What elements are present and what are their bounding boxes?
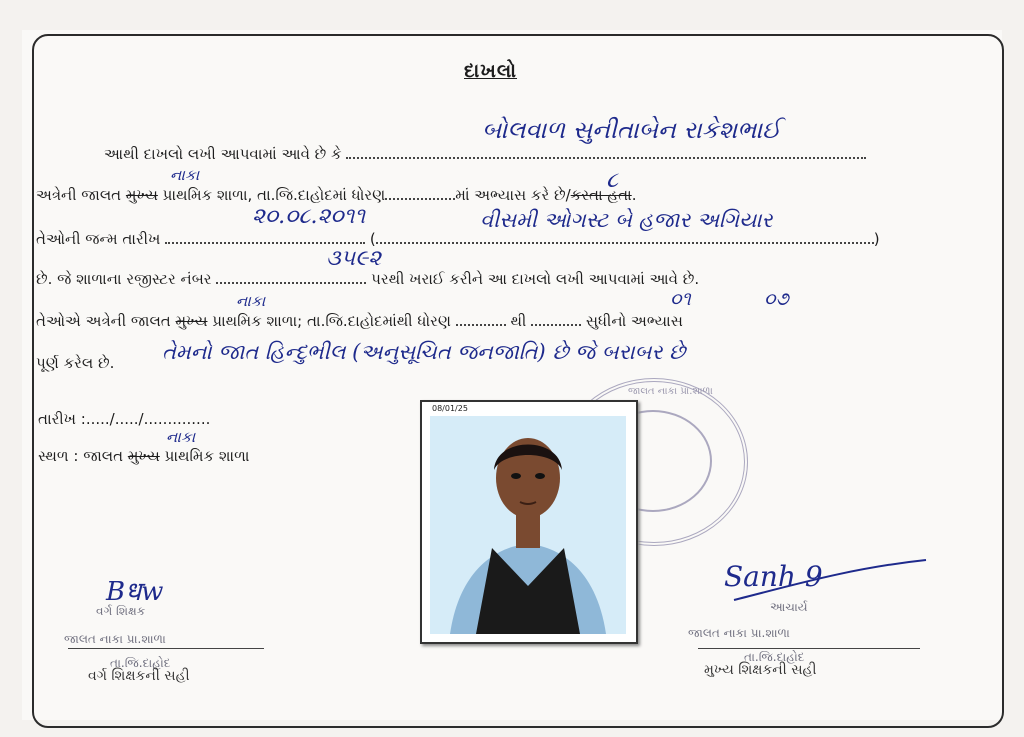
struck-phrase: કરતા હતા	[570, 186, 632, 204]
intro-line	[104, 145, 866, 163]
from-standard-handwritten: ૦૧	[670, 288, 691, 310]
class-teacher-signature: Bधw	[106, 577, 164, 607]
paren-close: )	[873, 230, 880, 248]
from-dotline	[456, 324, 506, 326]
name-dotline	[346, 157, 866, 159]
school-line-post: માં અભ્યાસ કરે છે/	[455, 186, 571, 204]
left-signature-line	[68, 648, 264, 649]
caste-handwritten: તેમનો જાત હિન્દુભીલ (અનુસૂચિત જનજાતિ) છે જે બરાબર છે	[162, 340, 686, 364]
school-line-prefix: અત્રેની જાલત	[36, 186, 126, 204]
struck-word-3: મુખ્ય	[127, 447, 160, 465]
right-stamp-line-1: આચાર્ય	[770, 600, 808, 614]
date-field: તારીખ :...../...../..............	[38, 410, 211, 428]
school-line-mid: પ્રાથમિક શાળા, તા.જિ.દાહોદમાં ધોરણ	[157, 186, 386, 204]
left-stamp-line-2: જાલત નાકા પ્રા.શાળા	[64, 632, 166, 646]
place-prefix: સ્થળ : જાલત	[38, 447, 128, 465]
inserted-word-2: નાકા	[236, 292, 266, 310]
register-dotline	[216, 282, 366, 284]
completion-line	[36, 354, 114, 372]
study-line-post: સુધીનો અભ્યાસ	[585, 312, 683, 330]
left-stamp-line-3: તા.જિ.દાહોદ	[110, 656, 171, 670]
study-line-mid: પ્રાથમિક શાળા; તા.જિ.દાહોદમાંથી ધોરણ	[207, 312, 451, 330]
study-line-prefix: તેઓએ અત્રેની જાલત	[36, 312, 176, 330]
right-signature-line	[698, 648, 920, 649]
signature-stroke	[730, 556, 930, 606]
right-stamp-line-3: તા.જિ.દાહોદ	[744, 650, 805, 664]
to-dotline	[531, 324, 581, 326]
to-standard-handwritten: ૦૭	[764, 288, 789, 310]
school-line	[36, 186, 637, 204]
dob-dotline	[165, 242, 365, 244]
right-stamp-line-2: જાલત નાકા પ્રા.શાળા	[688, 626, 790, 640]
register-number-handwritten: ૩૫૯૨	[326, 246, 382, 271]
photo-image	[430, 416, 626, 634]
study-line	[36, 312, 683, 330]
student-name-handwritten: બોલવાળ સુનીતાબેન રાકેશભાઈ	[482, 116, 781, 144]
dob-words-handwritten: વીસમી ઓગસ્ટ બે હજાર અગિયાર	[480, 208, 773, 232]
principal-signature: Sanh 9	[724, 560, 823, 593]
place-post: પ્રાથમિક શાળા	[159, 447, 250, 465]
struck-word: મુખ્ય	[125, 186, 158, 204]
dob-handwritten: ૨૦.૦૮.૨૦૧૧	[252, 204, 366, 229]
inserted-word-3: નાકા	[166, 428, 196, 446]
register-label: છે. જે શાળાના રજીસ્ટર નંબર	[36, 270, 212, 288]
completion-label: પૂર્ણ કરેલ છે.	[36, 354, 115, 372]
thi-word: થી	[510, 312, 527, 330]
school-line-end: .	[631, 186, 637, 204]
intro-text: આથી દાખલો લખી આપવામાં આવે છે કે	[104, 145, 342, 163]
place-line	[38, 447, 249, 465]
paren-open: (	[369, 230, 376, 248]
inserted-word: નાકા	[170, 166, 200, 184]
stamp-text: જાલત નાકા પ્રા.શાળા	[628, 386, 713, 397]
struck-word-2: મુખ્ય	[175, 312, 208, 330]
std-dotline	[385, 198, 455, 200]
principal-signature-label: મુખ્ય શિક્ષકની સહી	[704, 662, 817, 678]
left-stamp-line-1: વર્ગ શિક્ષક	[96, 604, 146, 618]
student-photo	[420, 400, 638, 644]
register-line	[36, 270, 699, 288]
class-teacher-signature-label: વર્ગ શિક્ષકની સહી	[88, 668, 190, 684]
portrait-illustration	[430, 416, 626, 634]
register-line-post: પરથી ખરાઈ કરીને આ દાખલો લખી આપવામાં આવે છે.	[371, 270, 700, 288]
certificate-title: દાખલો	[464, 60, 518, 82]
photo-date: 08/01/25	[432, 404, 468, 413]
dob-words-dotline	[376, 242, 874, 244]
dob-label: તેઓની જન્મ તારીખ	[36, 230, 161, 248]
standard-handwritten: ૮	[606, 168, 619, 193]
